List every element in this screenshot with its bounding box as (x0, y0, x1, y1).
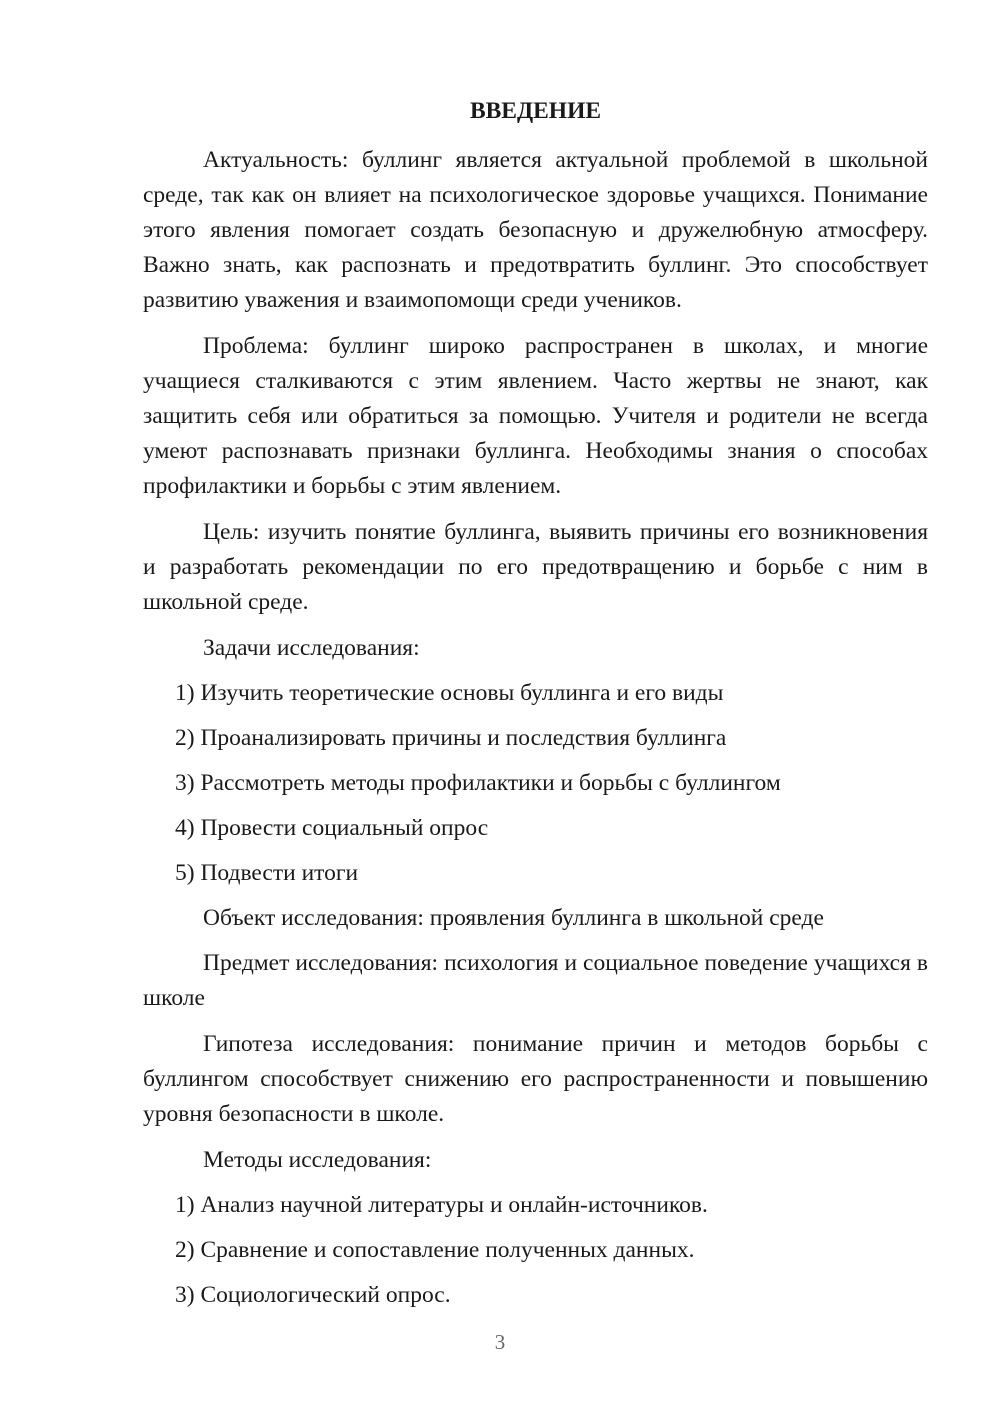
task-item: 4) Провести социальный опрос (175, 815, 489, 841)
page-number: 3 (494, 1330, 506, 1354)
tasks-heading: Задачи исследования: (203, 635, 420, 661)
method-item: 2) Сравнение и сопоставление полученных данных. (175, 1237, 695, 1263)
problem-paragraph: Проблема: буллинг широко распространен в школах, и многие учащиеся сталкиваются с этим явлением. Часто жертвы не знают, как защитить себя или обратиться за помощью. Учителя и родители не всегда умеют распознавать признаки буллинга. Необходимы знания о способах профилактики и борьбы с этим явлением. (143, 333, 928, 499)
subject-paragraph: Предмет исследования: психология и социальное поведение учащихся в школе (143, 950, 928, 1011)
goal-paragraph: Цель: изучить понятие буллинга, выявить причины его возникновения и разработать рекомендации по его предотвращению и борьбе с ним в школьной среде. (143, 519, 928, 615)
task-item: 3) Рассмотреть методы профилактики и борьбы с буллингом (175, 770, 781, 796)
methods-heading: Методы исследования: (203, 1147, 432, 1173)
hypothesis-paragraph: Гипотеза исследования: понимание причин и методов борьбы с буллингом способствует снижению его распространенности и повышению уровня безопасности в школе. (143, 1031, 928, 1127)
method-item: 1) Анализ научной литературы и онлайн-источников. (175, 1192, 708, 1218)
task-item: 2) Проанализировать причины и последствия буллинга (175, 725, 727, 751)
relevance-paragraph: Актуальность: буллинг является актуальной проблемой в школьной среде, так как он влияет на психологическое здоровье учащихся. Понимание этого явления помогает создать безопасную и дружелюбную атмосферу. Важно знать, как распознать и предотвратить буллинг. Это способствует развитию уважения и взаимопомощи среди учеников. (143, 147, 928, 313)
page-content (143, 95, 928, 1323)
object-paragraph: Объект исследования: проявления буллинга в школьной среде (203, 905, 824, 931)
task-item: 1) Изучить теоретические основы буллинга и его виды (175, 680, 724, 706)
method-item: 3) Социологический опрос. (175, 1282, 451, 1308)
task-item: 5) Подвести итоги (175, 860, 359, 886)
page-title: ВВЕДЕНИЕ (469, 98, 602, 124)
